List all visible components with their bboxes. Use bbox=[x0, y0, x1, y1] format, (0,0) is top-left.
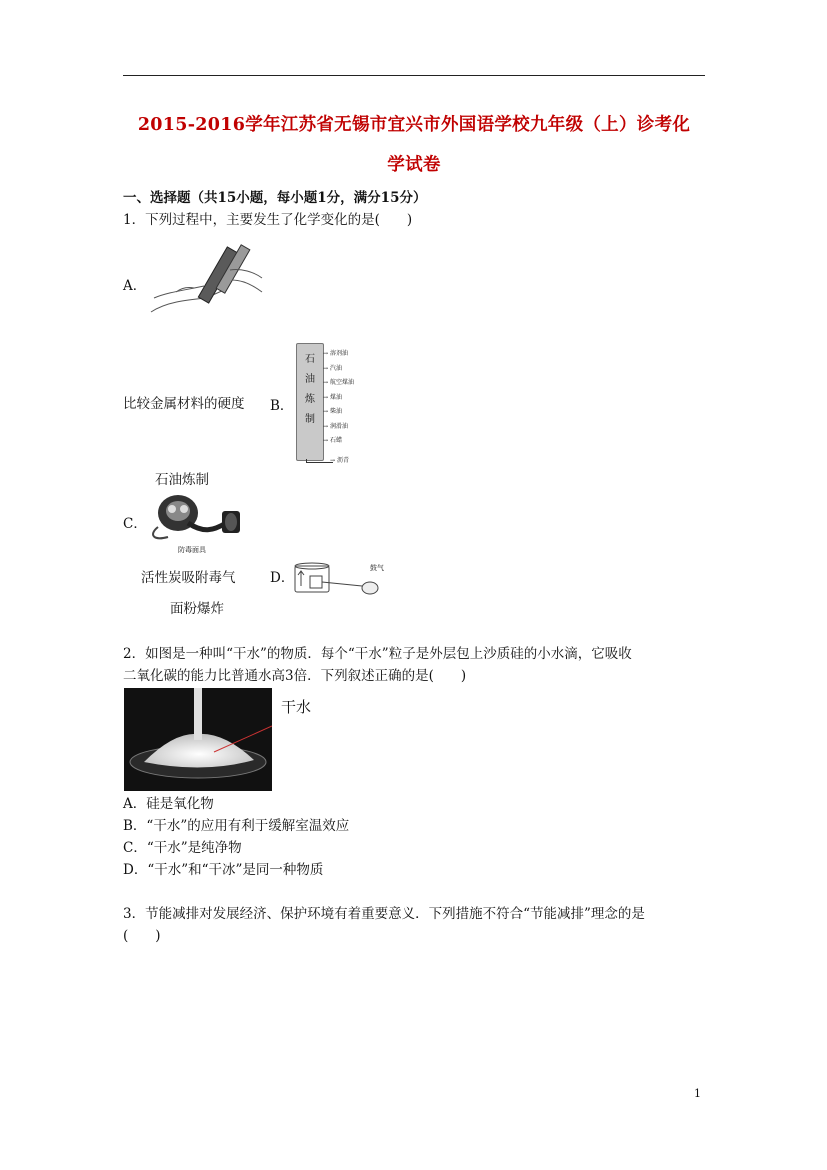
q1-option-a-caption: 比较金属材料的硬度 bbox=[123, 396, 245, 412]
section-heading: 一、选择题（共15小题，每小题1分，满分15分） bbox=[123, 190, 427, 206]
q3-stem-line1: 3．节能减排对发展经济、保护环境有着重要意义．下列措施不符合“节能减排”理念的是 bbox=[123, 906, 645, 922]
dry-water-label: 干水 bbox=[281, 698, 312, 716]
page-title-line1: 2015-2016学年江苏省无锡市宜兴市外国语学校九年级（上）诊考化 bbox=[137, 115, 691, 135]
flour-explosion-figure bbox=[292, 560, 402, 596]
output-溶剂油: → 溶剂油 bbox=[323, 350, 348, 357]
tower-char: 油 bbox=[305, 374, 315, 385]
output-bitumen: → 沥青 bbox=[330, 457, 349, 464]
q1-option-b-label: B． bbox=[270, 398, 294, 414]
hardness-test-figure bbox=[146, 240, 266, 320]
q2-stem-line1: 2．如图是一种叫“干水”的物质．每个“干水”粒子是外层包上沙质硅的小水滴，它吸收 bbox=[123, 646, 632, 662]
q1-option-b-caption: 石油炼制 bbox=[155, 472, 209, 488]
page-number: 1 bbox=[694, 1087, 701, 1100]
q2-option-a: A．硅是氧化物 bbox=[123, 796, 214, 812]
output-润滑油: → 润滑油 bbox=[323, 422, 348, 430]
gas-mask-label: 防毒面具 bbox=[178, 546, 206, 554]
tower-char: 制 bbox=[305, 414, 315, 425]
q1-option-d-caption: 面粉爆炸 bbox=[170, 601, 224, 617]
q1-option-a-label: A． bbox=[123, 278, 147, 294]
q3-stem-line2: ( ) bbox=[123, 928, 161, 944]
gas-mask-icon bbox=[148, 487, 248, 545]
output-石蜡: → 石蜡 bbox=[323, 437, 342, 444]
q1-option-c-label: C． bbox=[123, 516, 147, 532]
petroleum-refining-figure bbox=[294, 343, 376, 473]
output-煤油: → 煤油 bbox=[323, 393, 342, 401]
tower-char: 石 bbox=[305, 354, 315, 365]
output-航空煤油: → 航空煤油 bbox=[323, 379, 354, 386]
header-rule bbox=[123, 75, 705, 76]
dry-water-photo bbox=[124, 688, 272, 791]
q1-option-c-caption: 活性炭吸附毒气 bbox=[141, 570, 236, 586]
page-title-line2: 学试卷 bbox=[387, 155, 441, 175]
q1-stem: 1．下列过程中，主要发生了化学变化的是( ) bbox=[123, 212, 413, 228]
output-汽油: → 汽油 bbox=[323, 364, 342, 372]
q2-option-b: B．“干水”的应用有利于缓解室温效应 bbox=[123, 818, 350, 834]
blow-air-label: 鼓气 bbox=[370, 564, 384, 572]
q2-option-c: C．“干水”是纯净物 bbox=[123, 840, 242, 856]
q2-stem-line2: 二氧化碳的能力比普通水高3倍．下列叙述正确的是( ) bbox=[123, 668, 467, 684]
output-柴油: → 柴油 bbox=[323, 408, 342, 415]
q1-option-d-label: D． bbox=[270, 570, 295, 586]
distillation-tower bbox=[296, 343, 324, 461]
dry-water-dish-icon bbox=[124, 688, 272, 791]
tower-char: 炼 bbox=[305, 394, 315, 405]
gas-mask-figure bbox=[148, 487, 248, 557]
apparatus-icon bbox=[292, 560, 402, 596]
q2-option-d: D．“干水”和“干冰”是同一种物质 bbox=[123, 862, 324, 878]
